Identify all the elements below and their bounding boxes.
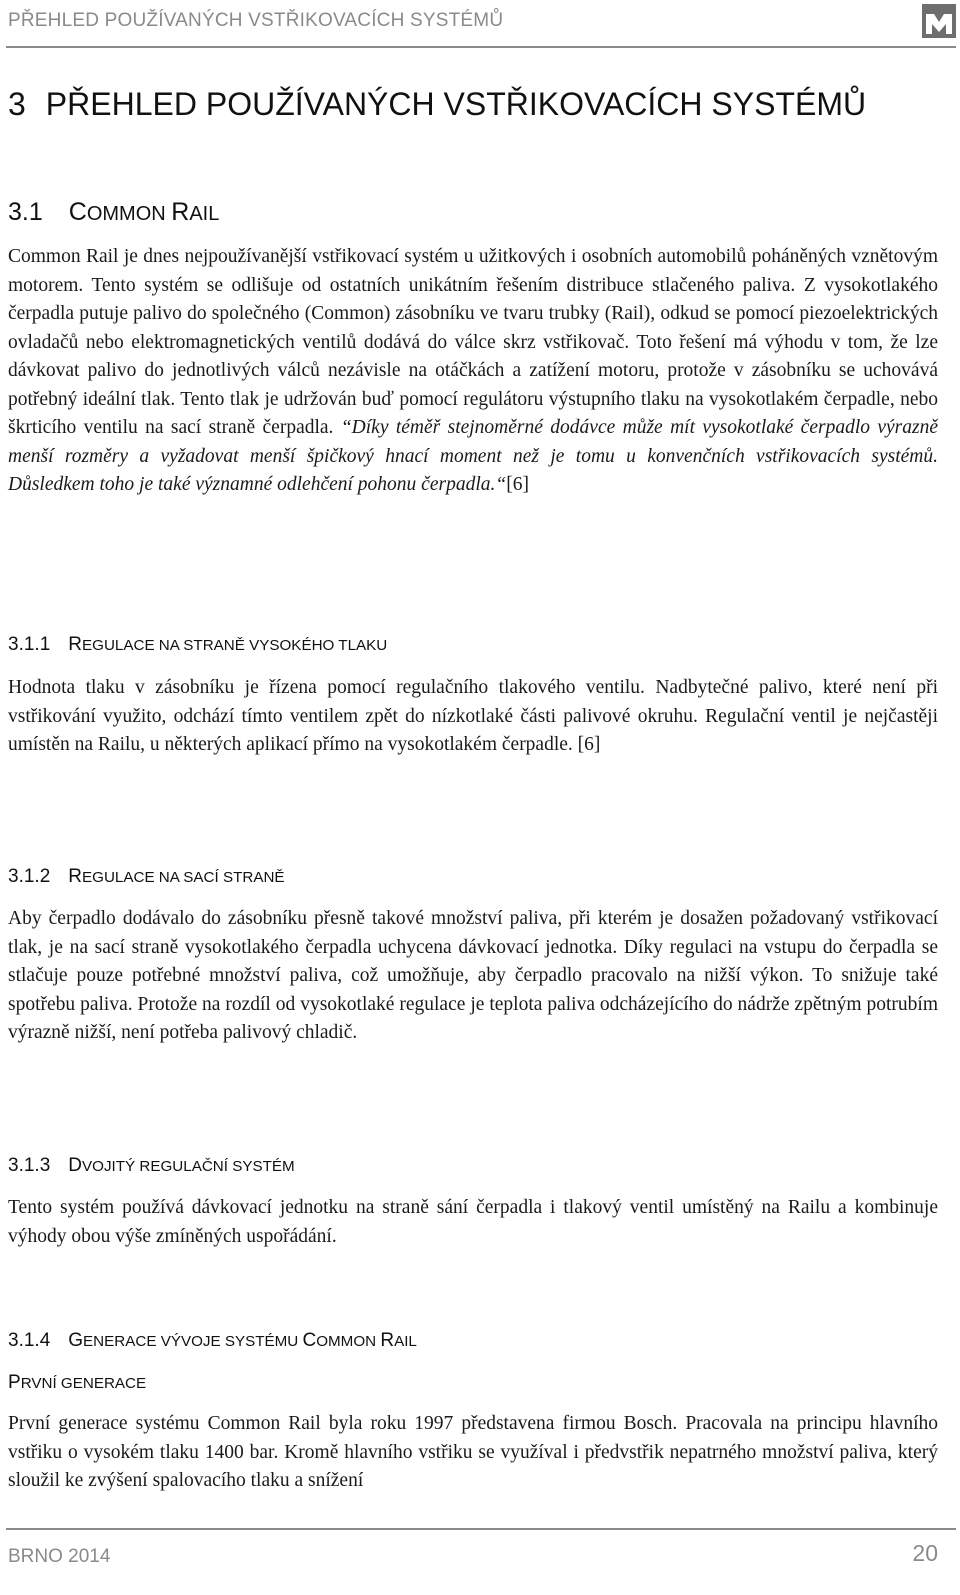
section-title-part: AIL — [189, 203, 220, 225]
section-number: 3.1 — [8, 198, 43, 226]
subsection-title-part: G — [68, 1330, 84, 1351]
subsection-3-1-2-paragraph: Aby čerpadlo dodávalo do zásobníku přesně takové množství paliva, při kterém je dosažen požadovaný vstřikovací tlak, je na sací straně vysokotlakého čerpadla uchycena dávkovací jednotka. Díky regulaci na vstupu do čerpadla se stlačuje pouze potřebné množství paliva, což umožňuje, aby čerpadlo pracovalo na nižší výkon. To snižuje také spotřebu paliva. Protože na rozdíl od vysokotlaké regulace je teplota paliva odcházejícího do nádrže zpětným potrubím výrazně nižší, není potřeba palivový chladič. — [8, 908, 938, 1043]
section-title-part: C — [68, 198, 87, 226]
subsection-title-part: EGULACE NA SACÍ STRANĚ — [82, 869, 285, 886]
subsection-title-part: AIL — [394, 1333, 417, 1350]
subsection-title-part: OMMON — [316, 1333, 381, 1350]
section-title-part: OMMON — [86, 203, 172, 225]
intro-text: Common Rail je dnes nejpoužívanější vstřikovací systém u užitkových i osobních automobilů poháněných vznětovým motorem. Tento systém se odlišuje od ostatních unikátním řešením distribuce stlačeného paliva. Z vysokotlakého čerpadla putuje palivo do společného (Common) zásobníku ve tvaru trubky (Rail), odkud se pomocí piezoelektrických ovladačů nebo elektromagnetických ventilů dodává do válce skrz vstřikovač. Toto řešení má výhodu v tom, že lze dávkovat palivo do jednotlivých válců nezávisle na otáčkách a zatížení motoru, protože v zásobníku se uchovává potřebný ideální tlak. Tento tlak je udržován buď pomocí regulátoru výstupního tlaku na vysokotlakém čerpadle, nebo škrticího ventilu na sací straně čerpadla. — [8, 246, 938, 438]
footer-location-year: BRNO 2014 — [8, 1546, 111, 1567]
subsection-3-1-3-paragraph: Tento systém používá dávkovací jednotku na straně sání čerpadla i tlakový ventil umístěný na Railu a kombinuje výhody obou výše zmíněných uspořádání. — [8, 1197, 938, 1247]
subsection-title-part: VOJITÝ REGULAČNÍ SYSTÉM — [82, 1158, 295, 1175]
university-logo-icon — [922, 4, 956, 38]
section-title-part: R — [171, 198, 190, 226]
subsection-title-part: ENERACE VÝVOJE SYSTÉMU — [83, 1333, 303, 1350]
subsection-number: 3.1.1 — [8, 634, 51, 655]
footer-divider — [6, 1528, 956, 1530]
section-heading-3-1 — [8, 198, 219, 227]
intro-quote: “Díky téměř stejnoměrné dodávce může mít vysokotlaké čerpadlo výrazně menší rozměry a vyžadovat menší špičkový hnací moment než je tomu u konvenčních vstřikovacích systémů. Důsledkem toho je také významné odlehčení pohonu čerpadla.“ — [8, 417, 938, 495]
chapter-title: PŘEHLED POUŽÍVANÝCH VSTŘIKOVACÍCH SYSTÉMŮ — [45, 86, 867, 122]
subsection-number: 3.1.4 — [8, 1330, 51, 1351]
first-generation-paragraph: První generace systému Common Rail byla roku 1997 představena firmou Bosch. Pracovala na principu hlavního vstřiku o vysokém tlaku 1400 bar. Kromě hlavního vstřiku se využíval i předvstřik nepatrného množství paliva, který sloužil ke zvýšení spalovacího tlaku a snížení — [8, 1413, 938, 1491]
subsection-title-part: R — [380, 1330, 395, 1351]
first-generation-heading — [8, 1372, 146, 1394]
running-header: PŘEHLED POUŽÍVANÝCH VSTŘIKOVACÍCH SYSTÉMŮ — [8, 10, 504, 31]
subsection-title-part: R — [68, 634, 82, 655]
header-divider — [6, 46, 956, 48]
subsection-heading-3-1-2 — [8, 866, 285, 888]
heading-title-part: RVNÍ GENERACE — [20, 1375, 147, 1392]
subsection-title-part: EGULACE NA STRANĚ VYSOKÉHO TLAKU — [82, 637, 388, 654]
intro-citation: [6] — [506, 474, 529, 495]
heading-title-part: P — [8, 1372, 21, 1393]
subsection-title-part: D — [68, 1155, 82, 1176]
subsection-heading-3-1-1 — [8, 634, 387, 656]
subsection-number: 3.1.3 — [8, 1155, 51, 1176]
chapter-number: 3 — [8, 86, 26, 122]
subsection-title-part: C — [302, 1330, 317, 1351]
subsection-heading-3-1-3 — [8, 1155, 295, 1177]
subsection-heading-3-1-4 — [8, 1330, 417, 1352]
chapter-heading — [8, 86, 866, 123]
subsection-number: 3.1.2 — [8, 866, 51, 887]
subsection-3-1-1-paragraph: Hodnota tlaku v zásobníku je řízena pomocí regulačního tlakového ventilu. Nadbytečné palivo, které není při vstřikování využito, odchází tímto ventilem zpět do nízkotlaké části palivové okruhu. Regulační ventil je nejčastěji umístěn na Railu, u některých aplikací přímo na vysokotlakém čerpadle. [6] — [8, 677, 938, 755]
intro-paragraph — [8, 243, 938, 500]
page-number: 20 — [912, 1540, 938, 1566]
subsection-title-part: R — [68, 866, 82, 887]
